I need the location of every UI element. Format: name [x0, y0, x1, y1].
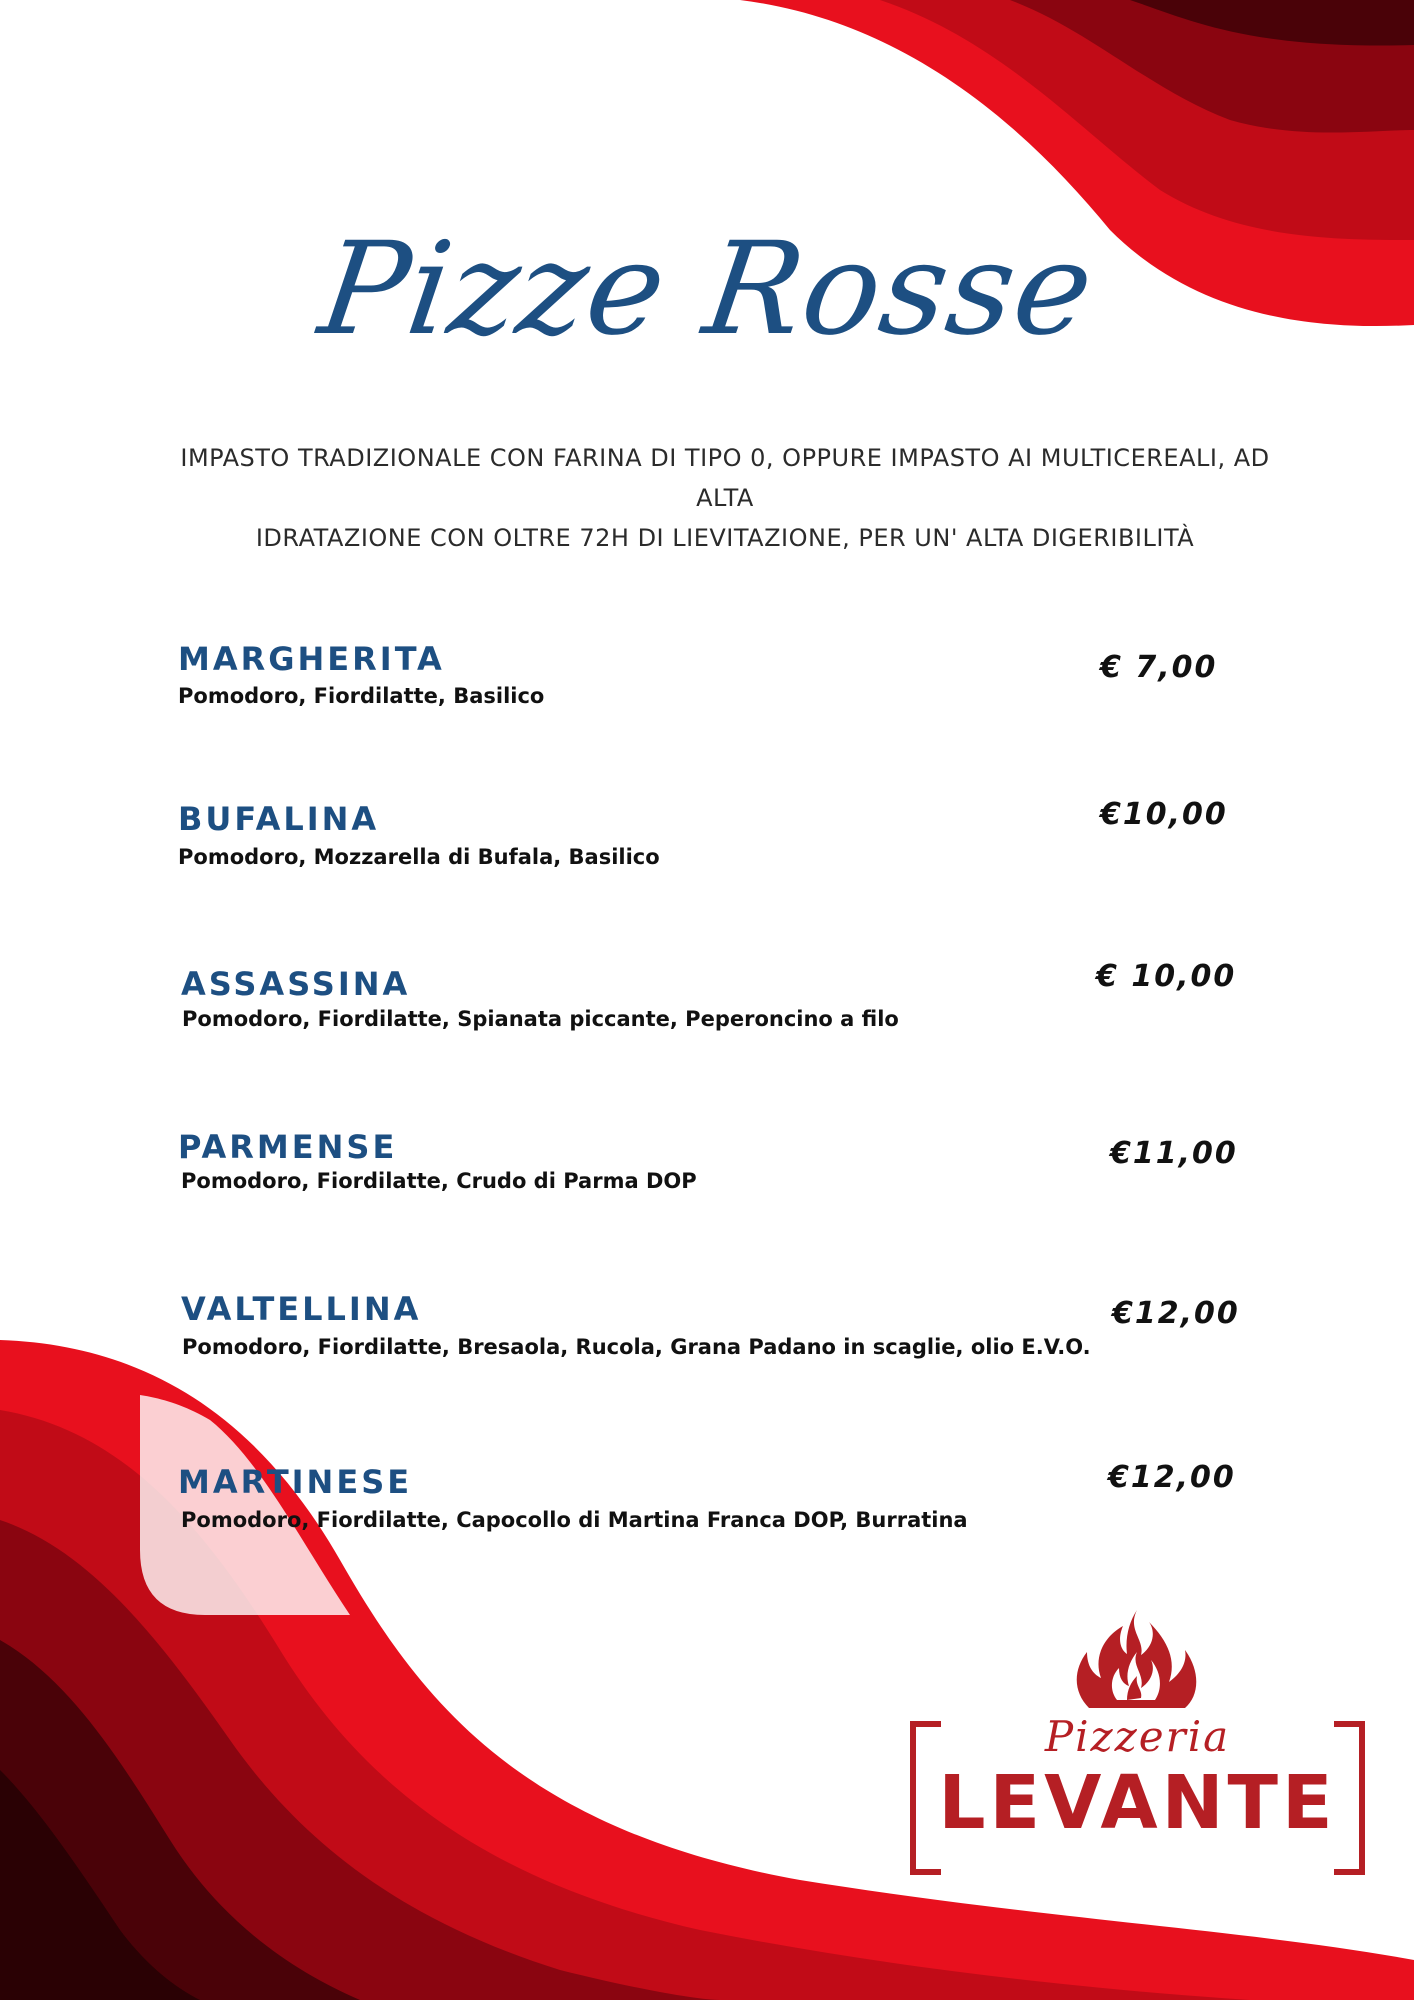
pizzeria-logo	[905, 1600, 1370, 1880]
item-price: €12,00	[1112, 1296, 1240, 1331]
item-description: Pomodoro, Fiordilatte, Bresaola, Rucola, Grana Padano in scaglie, olio E.V.O.	[182, 1335, 1091, 1359]
item-description: Pomodoro, Fiordilatte, Spianata piccante, Peperoncino a filo	[182, 1007, 899, 1031]
item-name: VALTELLINA	[181, 1290, 422, 1328]
item-price: €12,00	[1108, 1460, 1236, 1495]
item-price: € 10,00	[1096, 959, 1237, 994]
item-description: Pomodoro, Fiordilatte, Basilico	[178, 684, 545, 708]
item-price: €10,00	[1100, 797, 1228, 832]
dough-description-line-2: IDRATAZIONE CON OLTRE 72H DI LIEVITAZIONE, PER UN' ALTA DIGERIBILITÀ	[255, 524, 1195, 552]
item-name: BUFALINA	[178, 800, 380, 838]
item-description: Pomodoro, Fiordilatte, Crudo di Parma DOP	[181, 1169, 697, 1193]
logo-wordmark: LEVANTE	[938, 1760, 1337, 1846]
logo-script-text: Pizzeria	[1044, 1712, 1231, 1761]
page-title: Pizze Rosse	[311, 215, 1103, 364]
item-description: Pomodoro, Fiordilatte, Capocollo di Martina Franca DOP, Burratina	[181, 1508, 968, 1532]
item-name: MARGHERITA	[178, 640, 445, 678]
translucent-panel	[140, 1395, 350, 1615]
dough-description-line-1: IMPASTO TRADIZIONALE CON FARINA DI TIPO 0, OPPURE IMPASTO AI MULTICEREALI, AD ALTA	[180, 444, 1270, 512]
item-name: PARMENSE	[178, 1128, 398, 1166]
item-name: ASSASSINA	[181, 965, 411, 1003]
item-description: Pomodoro, Mozzarella di Bufala, Basilico	[178, 845, 660, 869]
item-name: MARTINESE	[178, 1463, 413, 1501]
item-price: € 7,00	[1100, 650, 1218, 685]
dough-description	[150, 438, 1300, 558]
item-price: €11,00	[1110, 1136, 1238, 1171]
